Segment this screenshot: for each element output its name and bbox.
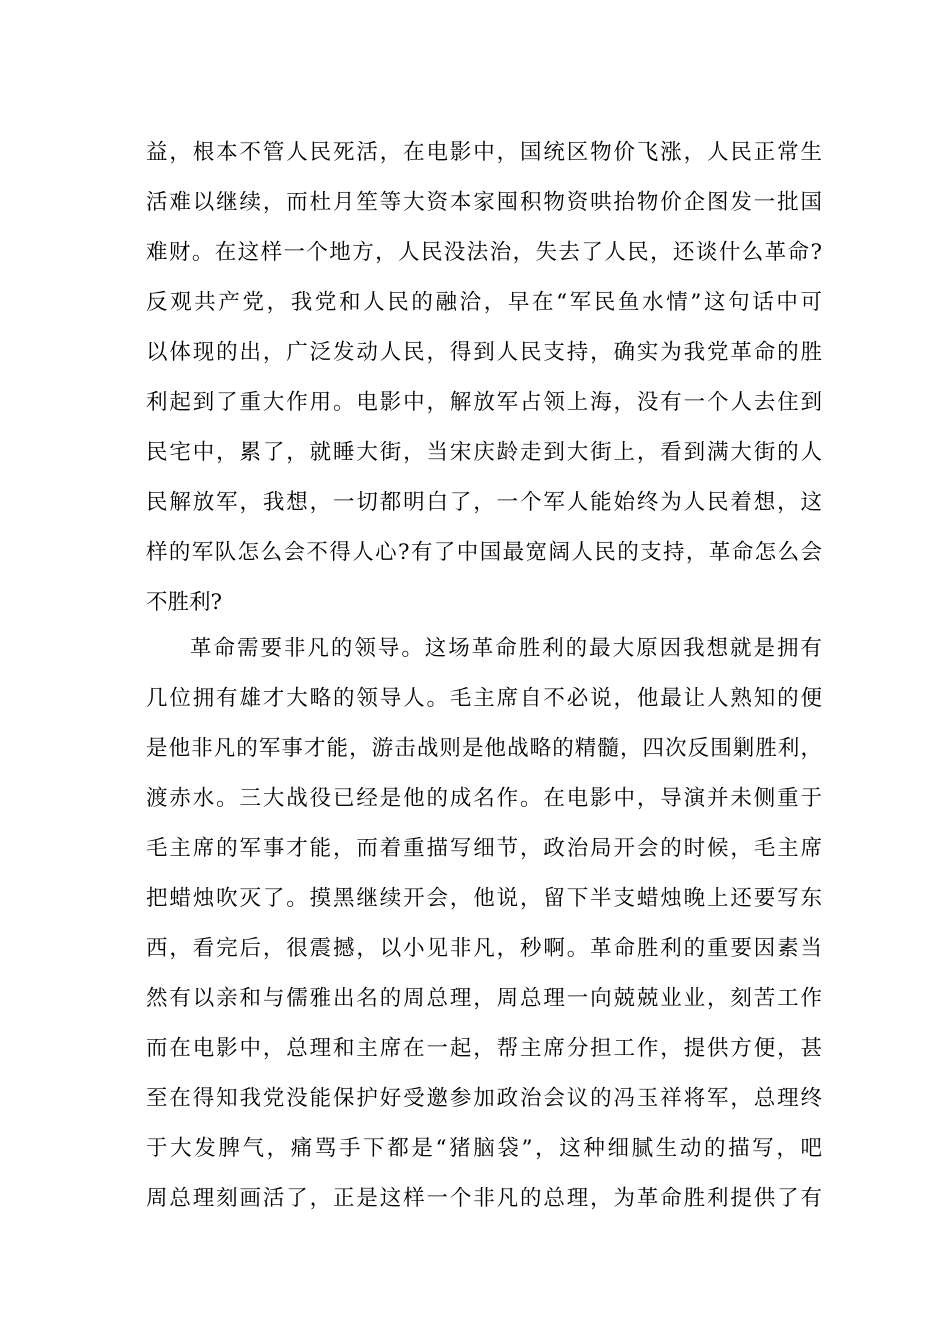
text-line: 至在得知我党没能保护好受邀参加政治会议的冯玉祥将军，总理终 xyxy=(146,1086,822,1111)
text-line: 西，看完后，很震撼，以小见非凡，秒啊。革命胜利的重要因素当 xyxy=(146,936,822,961)
text-line: 革命需要非凡的领导。这场革命胜利的最大原因我想就是拥有 xyxy=(190,636,822,661)
text-line: 渡赤水。三大战役已经是他的成名作。在电影中，导演并未侧重于 xyxy=(146,786,822,811)
text-line: 而在电影中，总理和主席在一起，帮主席分担工作，提供方便，甚 xyxy=(146,1036,822,1061)
text-line: 把蜡烛吹灭了。摸黑继续开会，他说，留下半支蜡烛晚上还要写东 xyxy=(146,886,822,911)
paragraph-2 xyxy=(146,624,822,1224)
text-line: 难财。在这样一个地方，人民没法治，失去了人民，还谈什么革命? xyxy=(146,240,822,265)
text-line: 然有以亲和与儒雅出名的周总理，周总理一向兢兢业业，刻苦工作 xyxy=(146,986,822,1011)
paragraph-1 xyxy=(146,128,822,628)
text-line: 周总理刻画活了，正是这样一个非凡的总理，为革命胜利提供了有 xyxy=(146,1186,822,1211)
text-line: 是他非凡的军事才能，游击战则是他战略的精髓，四次反围剿胜利， xyxy=(146,736,822,761)
text-line: 毛主席的军事才能，而着重描写细节，政治局开会的时候，毛主席 xyxy=(146,836,822,861)
text-line: 活难以继续，而杜月笙等大资本家囤积物资哄抬物价企图发一批国 xyxy=(146,190,822,215)
text-line: 样的军队怎么会不得人心?有了中国最宽阔人民的支持，革命怎么会 xyxy=(146,540,822,565)
text-line: 民解放军，我想，一切都明白了，一个军人能始终为人民着想，这 xyxy=(146,490,822,515)
text-line: 反观共产党，我党和人民的融洽，早在“军民鱼水情”这句话中可 xyxy=(146,290,822,315)
text-line: 民宅中，累了，就睡大街，当宋庆龄走到大街上，看到满大街的人 xyxy=(146,440,822,465)
text-line: 利起到了重大作用。电影中，解放军占领上海，没有一个人去住到 xyxy=(146,390,822,415)
text-line: 几位拥有雄才大略的领导人。毛主席自不必说，他最让人熟知的便 xyxy=(146,686,822,711)
text-line: 于大发脾气，痛骂手下都是“猪脑袋”，这种细腻生动的描写，吧 xyxy=(146,1136,822,1161)
text-line: 以体现的出，广泛发动人民，得到人民支持，确实为我党革命的胜 xyxy=(146,340,822,365)
text-line: 益，根本不管人民死活，在电影中，国统区物价飞涨，人民正常生 xyxy=(146,140,822,165)
text-line: 不胜利? xyxy=(146,590,223,615)
